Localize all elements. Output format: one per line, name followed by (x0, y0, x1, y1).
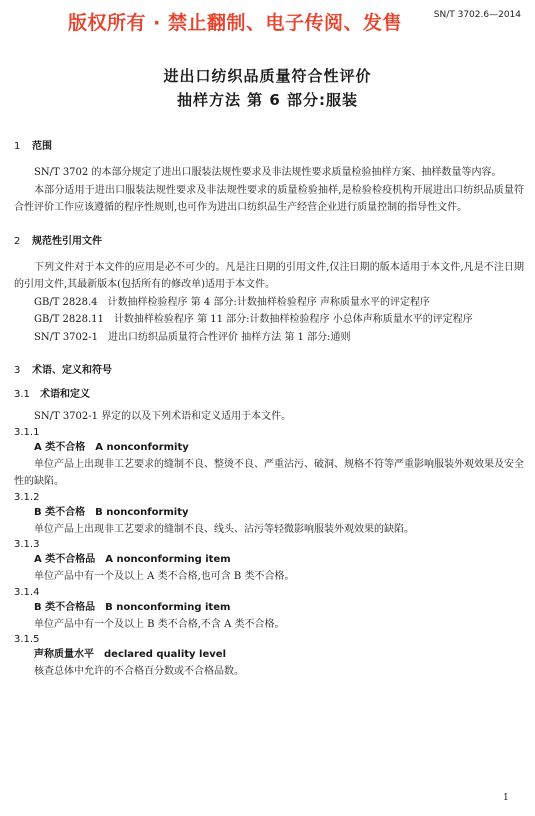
section-title: 术语、定义和符号 (32, 365, 112, 376)
reference-code: SN/T 3702-1 (34, 331, 99, 343)
term-number: 3.1.4 (14, 586, 40, 598)
term-number: 3.1.5 (14, 634, 40, 645)
term-en: A nonconformity (95, 441, 189, 453)
reference-text: 计数抽样检验程序 第 11 部分:计数抽样检验程序 小总体声称质量水平的评定程序 (113, 314, 473, 325)
scope-paragraph-2: 本部分适用于进出口服装法规性要求及非法规性要求的质量检验抽样,是检验检疫机构开展进出口纺织品质量符合性评价工作应该遵循的程序性规则,也可作为进出口纺织品生产经营企业进行质量控制的指导性文件。 (14, 184, 524, 213)
term-heading (14, 505, 524, 521)
subsection-title: 术语和定义 (40, 389, 90, 400)
section-3-heading (14, 364, 524, 378)
term-en: B nonconforming item (105, 601, 231, 613)
term-number: 3.1.2 (14, 491, 40, 503)
term-heading (14, 647, 524, 663)
reference-code: GB/T 2828.4 (34, 296, 98, 308)
section-number: 1 (14, 141, 21, 152)
reference-text: 进出口纺织品质量符合性评价 抽样方法 第 1 部分:通则 (108, 331, 351, 343)
document-body (14, 140, 524, 681)
term-zh: A 类不合格 (34, 441, 86, 453)
terms-intro-paragraph: SN/T 3702-1 界定的以及下列术语和定义适用于本文件。 (34, 411, 292, 422)
page-number: 1 (503, 793, 509, 803)
section-number: 3 (14, 365, 21, 376)
reference-code: GB/T 2828.11 (34, 314, 104, 325)
section-1-heading (14, 140, 524, 154)
section-title: 规范性引用文件 (32, 235, 102, 247)
normative-intro-paragraph: 下列文件对于本文件的应用是必不可少的。凡是注日期的引用文件,仅注日期的版本适用于本文件,凡是不注日期的引用文件,其最新版本(包括所有的修改单)适用于本文件。 (14, 261, 524, 290)
term-heading (14, 600, 524, 616)
document-number: SN/T 3702.6—2014 (433, 10, 521, 20)
term-definition: 单位产品中有一个及以上 A 类不合格,也可含 B 类不合格。 (34, 571, 295, 582)
term-definition: 核查总体中允许的不合格百分数或不合格品数。 (34, 666, 244, 677)
section-title: 范围 (32, 141, 52, 152)
term-en: declared quality level (104, 649, 226, 660)
reference-item (14, 329, 524, 347)
section-2-heading (14, 235, 524, 249)
reference-item (14, 294, 524, 312)
watermark-text: 版权所有 · 禁止翻制、电子传阅、发售 (68, 12, 402, 34)
term-number: 3.1.1 (14, 426, 40, 438)
term-en: B nonconformity (95, 506, 189, 518)
term-zh: B 类不合格品 (34, 601, 96, 613)
title-line-2: 抽样方法 第 6 部分:服装 (176, 91, 359, 109)
term-definition: 单位产品上出现非工艺要求的缝制不良、线头、沾污等轻微影响服装外观效果的缺陷。 (34, 523, 414, 535)
term-heading (14, 552, 524, 568)
title-line-1: 进出口纺织品质量符合性评价 (163, 67, 372, 85)
subsection-3-1-heading (14, 388, 524, 402)
term-heading (14, 440, 524, 456)
term-zh: A 类不合格品 (34, 554, 96, 565)
reference-item (14, 311, 524, 329)
reference-text: 计数抽样检验程序 第 4 部分:计数抽样检验程序 声称质量水平的评定程序 (107, 296, 430, 308)
section-number: 2 (14, 235, 21, 247)
document-title (0, 64, 535, 112)
subsection-number: 3.1 (14, 389, 30, 400)
term-definition: 单位产品上出现非工艺要求的缝制不良、整烫不良、严重沾污、破洞、规格不符等严重影响服装外观效果及安全性的缺陷。 (14, 458, 524, 487)
term-zh: 声称质量水平 (34, 649, 94, 660)
scope-paragraph-1: SN/T 3702 的本部分规定了进出口服装法规性要求及非法规性要求质量检验抽样方案、抽样数量等内容。 (34, 167, 502, 178)
term-number: 3.1.3 (14, 539, 40, 550)
term-definition: 单位产品中有一个及以上 B 类不合格,不含 A 类不合格。 (34, 618, 285, 630)
term-en: A nonconforming item (105, 554, 231, 565)
term-zh: B 类不合格 (34, 506, 86, 518)
